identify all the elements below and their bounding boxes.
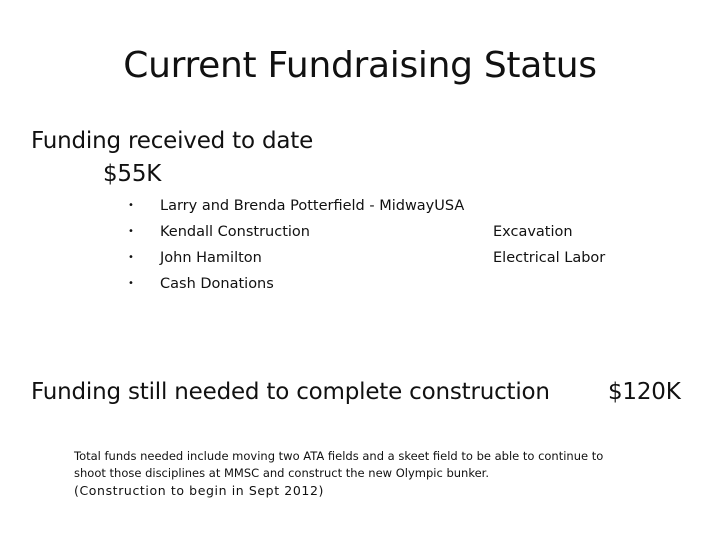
- footnote-line: Total funds needed include moving two ATA fields and a skeet field to be able to continue to: [74, 449, 604, 463]
- donor-name: Kendall Construction: [160, 224, 310, 240]
- footnote: [74, 448, 634, 499]
- funding-needed-amount: $120K: [608, 379, 681, 405]
- donor-contribution: Excavation: [493, 224, 573, 240]
- donor-contribution: Electrical Labor: [493, 250, 606, 266]
- donor-name: Cash Donations: [160, 276, 274, 292]
- bullet-icon: •: [128, 226, 134, 237]
- bullet-icon: •: [128, 200, 134, 211]
- bullet-icon: •: [128, 252, 134, 263]
- footnote-line: (Construction to begin in Sept 2012): [74, 483, 324, 498]
- donor-name: John Hamilton: [160, 250, 262, 266]
- funding-received-amount: $55K: [103, 161, 162, 187]
- slide-title: Current Fundraising Status: [123, 45, 597, 86]
- donor-name: Larry and Brenda Potterfield - MidwayUSA: [160, 198, 465, 214]
- footnote-line: shoot those disciplines at MMSC and construct the new Olympic bunker.: [74, 466, 489, 480]
- funding-needed-heading: Funding still needed to complete construction: [31, 379, 550, 405]
- funding-received-heading: Funding received to date: [31, 128, 314, 154]
- bullet-icon: •: [128, 278, 134, 289]
